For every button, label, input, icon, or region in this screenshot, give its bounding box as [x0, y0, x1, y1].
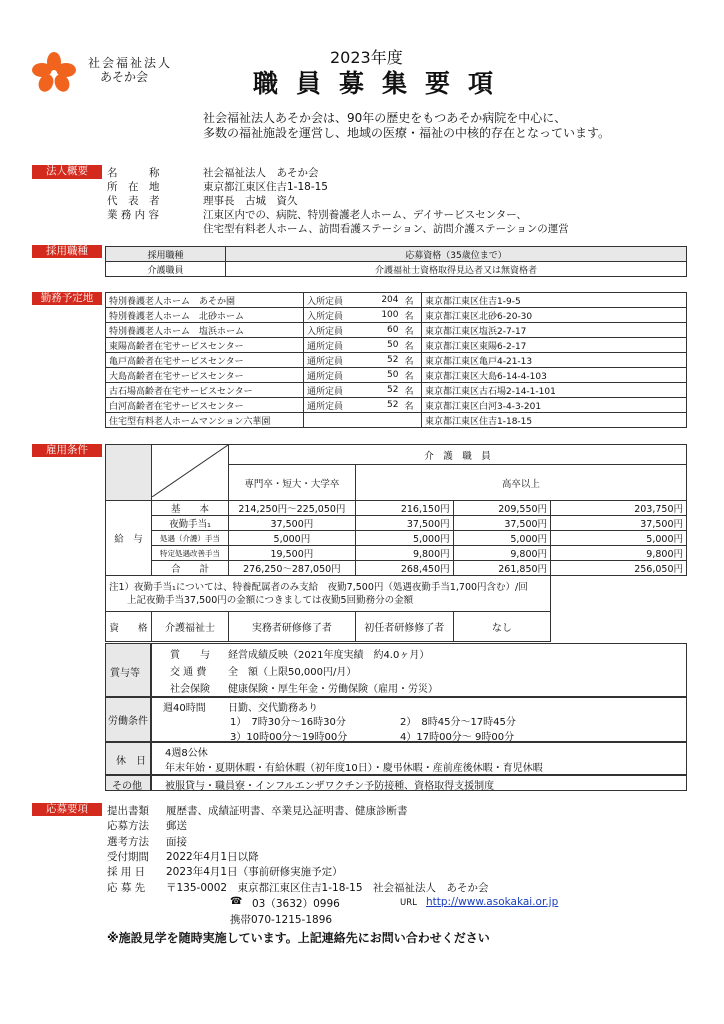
site-capacity: 50 [362, 338, 402, 353]
sites-table [105, 292, 687, 428]
corp-value: 東京都江東区住吉1-18-15 [203, 181, 328, 193]
site-unit: 名 [402, 323, 422, 338]
intro-line2: 多数の福祉施設を運営し、地域の医療・福祉の中核的存在となっています。 [203, 126, 611, 140]
site-capacity: 52 [362, 383, 402, 398]
site-address: 東京都江東区住吉1-9-5 [422, 293, 687, 308]
site-name: 亀戸高齢者在宅サービスセンター [106, 353, 304, 368]
site-unit: 名 [402, 353, 422, 368]
corp-key: 所 在 地 [107, 181, 160, 193]
pay-value: 216,150円 [355, 501, 453, 516]
apply-key: 提出書類 [107, 805, 149, 817]
site-unit: 名 [402, 308, 422, 323]
jobs-header-type: 採用職種 [106, 247, 226, 262]
pay-value: 276,250～287,050円 [228, 561, 355, 576]
section-heading-employ: 雇用条件 [32, 444, 102, 457]
pay-note-line1: 注1）夜勤手当₁については、特養配属者のみ支給 夜勤7,500円（処遇夜勤手当1,700円含む）/回 [109, 581, 528, 593]
section-heading-sites: 勤務予定地 [32, 292, 102, 305]
pay-note-line2: 上記夜勤手当37,500円の金額につきましては夜勤5回勤務分の金額 [127, 594, 414, 606]
site-unit [402, 413, 422, 428]
site-capacity: 204 [362, 293, 402, 308]
site-unit: 名 [402, 368, 422, 383]
labor-label: 労働条件 [108, 716, 148, 727]
site-row [106, 383, 687, 398]
site-capacity-type [304, 413, 362, 428]
site-address: 東京都江東区白河3-4-3-201 [422, 398, 687, 413]
site-row [106, 293, 687, 308]
employ-col-a: 専門卒・短大・大学卒 [228, 465, 355, 501]
corp-key: 名 称 [107, 167, 160, 179]
site-capacity-type: 入所定員 [304, 293, 362, 308]
corp-value: 理事長 古城 資久 [203, 195, 298, 207]
intro-line1: 社会福祉法人あそか会は、90年の歴史をもつあそか病院を中心に、 [203, 111, 567, 125]
org-name-line1: 社会福祉法人 [88, 56, 173, 70]
pay-item: 基 本 [151, 501, 228, 516]
qual-value: 介護福祉士 [151, 612, 228, 642]
site-row [106, 323, 687, 338]
shift-time: 3）10時00分～19時00分 [230, 732, 348, 743]
corp-key: 代 表 者 [107, 195, 160, 207]
pay-note [106, 576, 551, 612]
labor-shift: 日勤、交代勤務あり [228, 703, 318, 714]
corp-key: 業 務 内 容 [107, 209, 160, 221]
qual-row [106, 612, 687, 642]
apply-url-link[interactable]: http://www.asokakai.or.jp [426, 896, 559, 908]
pay-value: 5,000円 [551, 531, 687, 546]
site-capacity: 50 [362, 368, 402, 383]
site-name: 古石場高齢者在宅サービスセンター [106, 383, 304, 398]
pay-value: 268,450円 [355, 561, 453, 576]
bonus-value: 全 額（上限50,000円/月） [228, 667, 357, 678]
site-capacity-type: 通所定員 [304, 368, 362, 383]
site-row [106, 338, 687, 353]
site-name: 特別養護老人ホーム 北砂ホーム [106, 308, 304, 323]
site-capacity-type: 通所定員 [304, 353, 362, 368]
pay-value: 214,250円～225,050円 [228, 501, 355, 516]
pay-item: 合 計 [151, 561, 228, 576]
pay-value: 5,000円 [355, 531, 453, 546]
qual-value: 初任者研修修了者 [355, 612, 453, 642]
diagonal-cell [151, 445, 228, 501]
pay-value: 261,850円 [453, 561, 550, 576]
site-capacity: 52 [362, 353, 402, 368]
flower-logo-icon [32, 52, 76, 92]
jobs-table [105, 246, 687, 277]
url-label: URL [400, 898, 417, 908]
site-unit: 名 [402, 383, 422, 398]
section-heading-apply: 応募要項 [32, 803, 102, 816]
site-name: 東陽高齢者在宅サービスセンター [106, 338, 304, 353]
site-unit: 名 [402, 398, 422, 413]
labor-hours: 週40時間 [163, 703, 206, 714]
site-capacity-type: 通所定員 [304, 338, 362, 353]
site-capacity: 100 [362, 308, 402, 323]
apply-key: 応 募 先 [107, 881, 146, 894]
pay-value: 37,500円 [355, 516, 453, 531]
bonus-label: 賞与等 [110, 668, 140, 679]
org-name-line2: あそか会 [100, 70, 149, 84]
pay-value: 9,800円 [453, 546, 550, 561]
apply-mobile: 携帯070-1215-1896 [230, 914, 333, 926]
diagonal-line [152, 445, 228, 497]
shift-time: 1） 7時30分～16時30分 [230, 717, 346, 728]
jobs-type: 介護職員 [106, 262, 226, 277]
pay-value: 209,550円 [453, 501, 550, 516]
apply-key: 採 用 日 [107, 866, 146, 879]
apply-value: 2023年4月1日（事前研修実施予定） [166, 866, 343, 879]
qual-label: 資 格 [106, 612, 152, 642]
pay-row [106, 531, 687, 546]
site-name: 住宅型有料老人ホームマンション六華園 [106, 413, 304, 428]
other-label: その他 [112, 781, 142, 792]
site-unit: 名 [402, 293, 422, 308]
apply-key: 受付期間 [107, 850, 149, 863]
site-address: 東京都江東区古石場2-14-1-101 [422, 383, 687, 398]
site-row [106, 398, 687, 413]
site-capacity-type: 通所定員 [304, 398, 362, 413]
pay-row [106, 546, 687, 561]
site-address: 東京都江東区大島6-14-4-103 [422, 368, 687, 383]
apply-key: 選考方法 [107, 835, 149, 848]
site-capacity: 52 [362, 398, 402, 413]
site-row [106, 413, 687, 428]
pay-value: 19,500円 [228, 546, 355, 561]
bonus-value: 健康保険・厚生年金・労働保険（雇用・労災） [228, 684, 438, 695]
pay-row [106, 516, 687, 531]
pay-value: 37,500円 [228, 516, 355, 531]
section-heading-corp: 法人概要 [32, 165, 102, 178]
apply-tel: 03（3632）0996 [252, 898, 340, 910]
site-row [106, 308, 687, 323]
site-capacity-type: 入所定員 [304, 308, 362, 323]
intro-text [203, 111, 610, 141]
employ-table [105, 444, 687, 642]
pay-value: 256,050円 [551, 561, 687, 576]
pay-value: 9,800円 [355, 546, 453, 561]
apply-value: 履歴書、成績証明書、卒業見込証明書、健康診断書 [166, 805, 408, 817]
qual-value: なし [453, 612, 550, 642]
site-address: 東京都江東区北砂6-20-30 [422, 308, 687, 323]
bonus-key: 賞 与 [170, 650, 210, 661]
pay-item: 夜勤手当₁ [151, 516, 228, 531]
corp-value: 社会福祉法人 あそか会 [203, 167, 319, 179]
qual-value: 実務者研修修了者 [228, 612, 355, 642]
apply-value: 郵送 [166, 820, 187, 833]
site-capacity [362, 413, 402, 428]
corp-value: 江東区内での、病院、特別養護老人ホーム、デイサービスセンター、 [203, 209, 527, 221]
pay-value: 5,000円 [453, 531, 550, 546]
employ-col-b: 高卒以上 [355, 465, 686, 501]
apply-value: 2022年4月1日以降 [166, 850, 259, 863]
shift-time: 4）17時00分～ 9時00分 [400, 732, 515, 743]
site-name: 特別養護老人ホーム 塩浜ホーム [106, 323, 304, 338]
section-heading-jobs: 採用職種 [32, 245, 102, 258]
pay-item: 処遇（介護）手当 [151, 531, 228, 546]
apply-value: 〒135-0002 東京都江東区住吉1-18-15 社会福祉法人 あそか会 [166, 881, 489, 894]
bonus-key: 交 通 費 [170, 667, 207, 678]
pay-value: 203,750円 [551, 501, 687, 516]
pay-value: 37,500円 [551, 516, 687, 531]
site-address: 東京都江東区住吉1-18-15 [422, 413, 687, 428]
jobs-header-qual: 応募資格（35歳位まで） [226, 247, 687, 262]
site-capacity-type: 通所定員 [304, 383, 362, 398]
site-address: 東京都江東区塩浜2-7-17 [422, 323, 687, 338]
pay-value: 5,000円 [228, 531, 355, 546]
phone-icon: ☎ [230, 896, 243, 907]
site-capacity-type: 入所定員 [304, 323, 362, 338]
site-address: 東京都江東区亀戸4-21-13 [422, 353, 687, 368]
year-label: 2023年度 [330, 48, 403, 67]
pay-note-row [106, 576, 687, 612]
shift-time: 2） 8時45分～17時45分 [400, 717, 516, 728]
site-row [106, 368, 687, 383]
site-name: 特別養護老人ホーム あそか園 [106, 293, 304, 308]
holiday-list: 年末年始・夏期休暇・有給休暇（初年度10日）・慶弔休暇・産前産後休暇・育児休暇 [165, 763, 543, 774]
footer-note: ※施設見学を随時実施しています。上記連絡先にお問い合わせください [107, 931, 490, 945]
site-address: 東京都江東区東陽6-2-17 [422, 338, 687, 353]
employ-kaigo-header: 介 護 職 員 [228, 445, 686, 465]
org-name [88, 56, 172, 84]
jobs-qual: 介護福祉士資格取得見込者又は無資格者 [226, 262, 687, 277]
pay-value: 37,500円 [453, 516, 550, 531]
page-title: 職員募集要項 [253, 69, 512, 98]
pay-value: 9,800円 [551, 546, 687, 561]
pay-row [106, 501, 687, 516]
holiday-weekly: 4週8公休 [165, 748, 208, 759]
site-capacity: 60 [362, 323, 402, 338]
other-value: 被服貸与・職員寮・インフルエンザワクチン予防接種、資格取得支援制度 [165, 781, 495, 792]
pay-label: 給 与 [106, 501, 152, 576]
apply-value: 面接 [166, 835, 187, 848]
bonus-value: 経営成績反映（2021年度実績 約4.0ヶ月） [228, 650, 430, 661]
apply-key: 応募方法 [107, 820, 149, 833]
section-underline [32, 178, 102, 179]
site-row [106, 353, 687, 368]
employ-side-blank [106, 445, 152, 501]
site-name: 白河高齢者在宅サービスセンター [106, 398, 304, 413]
site-unit: 名 [402, 338, 422, 353]
pay-row [106, 561, 687, 576]
pay-item: 特定処遇改善手当 [151, 546, 228, 561]
holiday-label: 休 日 [116, 756, 146, 767]
corp-value: 住宅型有料老人ホーム、訪問看護ステーション、訪問介護ステーションの運営 [203, 223, 569, 235]
bonus-key: 社会保険 [170, 684, 210, 695]
site-name: 大島高齢者在宅サービスセンター [106, 368, 304, 383]
